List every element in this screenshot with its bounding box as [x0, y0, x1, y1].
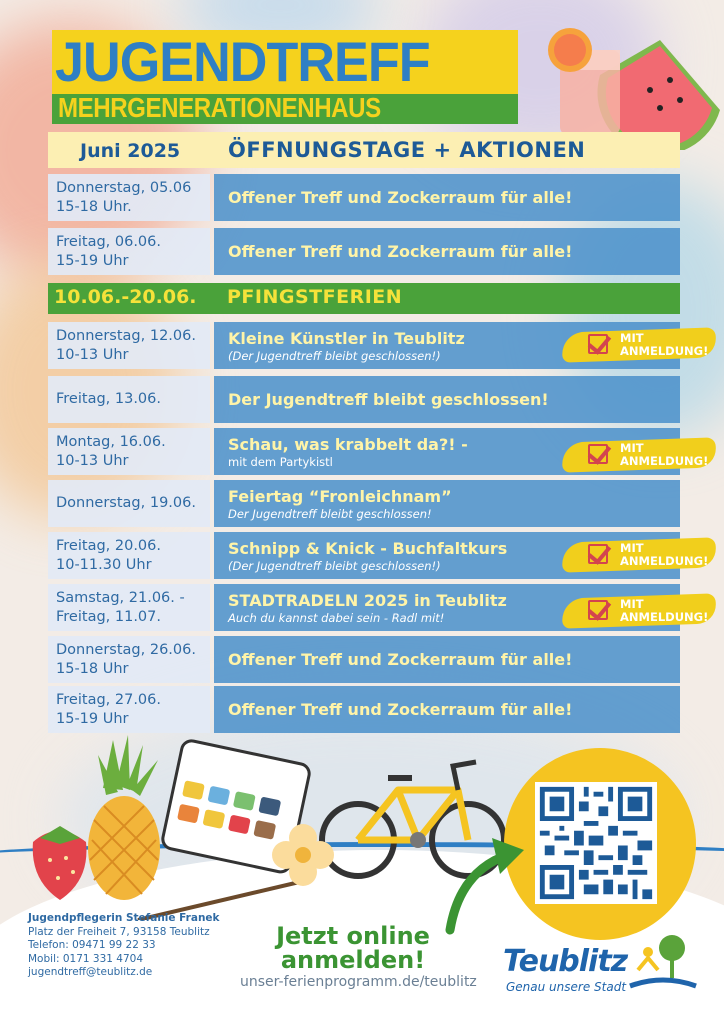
event-date-cell [48, 584, 210, 631]
city-logo-icon [628, 930, 698, 994]
contact-email[interactable]: jugendtreff@teublitz.de [28, 966, 153, 978]
table-heading: ÖFFNUNGSTAGE + AKTIONEN [228, 138, 586, 162]
badge-line1: MIT [620, 331, 644, 345]
strawberry-icon [33, 826, 87, 900]
registration-badge [556, 592, 720, 632]
subtitle: MEHRGENERATIONENHAUS [58, 92, 381, 123]
event-title: Offener Treff und Zockerraum für alle! [228, 241, 573, 261]
event-date-cell [48, 228, 210, 275]
event-date: Freitag, 20.06. [56, 537, 161, 554]
cta-text [242, 924, 464, 972]
contact-info [28, 912, 220, 980]
event-date-cell [48, 322, 210, 369]
event-date-cell [48, 376, 210, 423]
badge-line2: ANMELDUNG! [620, 454, 709, 468]
badge-line2: ANMELDUNG! [620, 344, 709, 358]
event-note: Der Jugendtreff bleibt geschlossen! [228, 506, 432, 521]
event-date-cell [48, 428, 210, 475]
event-time: 10-11.30 Uhr [56, 556, 152, 573]
contact-phone: Telefon: 09471 99 22 33 [28, 939, 156, 951]
event-description-cell [214, 174, 680, 221]
event-description-cell [214, 480, 680, 527]
registration-url[interactable]: unser-ferienprogramm.de/teublitz [240, 974, 477, 990]
qr-code[interactable] [535, 782, 657, 904]
event-time: 15-19 Uhr [56, 710, 129, 727]
event-note: mit dem Partykistl [228, 454, 333, 469]
event-date: Donnerstag, 19.06. [56, 495, 196, 511]
event-title: Kleine Künstler in Teublitz [228, 328, 465, 348]
event-time: 15-19 Uhr [56, 252, 129, 269]
event-title: Feiertag “Fronleichnam” [228, 486, 452, 506]
event-description-cell [214, 228, 680, 275]
event-title: Der Jugendtreff bleibt geschlossen! [228, 389, 549, 409]
event-date: Freitag, 27.06. [56, 691, 161, 708]
event-description-cell [214, 686, 680, 733]
event-date: Donnerstag, 26.06. [56, 641, 196, 658]
event-date: Samstag, 21.06. - [56, 589, 185, 606]
cta-line2: anmelden! [280, 946, 426, 974]
badge-line1: MIT [620, 441, 644, 455]
event-title: Schau, was krabbelt da?! - [228, 434, 468, 454]
badge-line2: ANMELDUNG! [620, 554, 709, 568]
city-logo-slogan: Genau unsere Stadt [506, 980, 627, 994]
event-date: Donnerstag, 05.06 [56, 179, 192, 196]
flower-icon [268, 820, 338, 890]
event-date: Freitag, 13.06. [56, 391, 161, 407]
event-time: 10-13 Uhr [56, 452, 129, 469]
registration-badge [556, 536, 720, 576]
event-date: Montag, 16.06. [56, 433, 166, 450]
event-date-cell [48, 174, 210, 221]
badge-line1: MIT [620, 541, 644, 555]
month-label: Juni 2025 [80, 140, 181, 162]
event-date: Freitag, 06.06. [56, 233, 161, 250]
cta-line1: Jetzt online [276, 922, 430, 950]
event-date-cell [48, 532, 210, 579]
title: JUGENDTREFF [55, 30, 430, 93]
registration-badge [556, 436, 720, 476]
registration-badge [556, 326, 720, 366]
event-title: STADTRADELN 2025 in Teublitz [228, 590, 507, 610]
event-date-cell [48, 636, 210, 683]
event-title: Offener Treff und Zockerraum für alle! [228, 187, 573, 207]
event-title: Schnipp & Knick - Buchfaltkurs [228, 538, 508, 558]
event-time: 10-13 Uhr [56, 346, 129, 363]
contact-name: Jugendpflegerin Stefanie Franek [28, 912, 220, 924]
pineapple-icon [88, 735, 160, 900]
event-title: Offener Treff und Zockerraum für alle! [228, 699, 573, 719]
event-date: Donnerstag, 12.06. [56, 327, 196, 344]
event-description-cell [214, 636, 680, 683]
badge-line1: MIT [620, 597, 644, 611]
event-title: Offener Treff und Zockerraum für alle! [228, 649, 573, 669]
event-date-cell [48, 480, 210, 527]
event-time: 15-18 Uhr. [56, 198, 132, 215]
holiday-dates: 10.06.-20.06. [54, 286, 197, 308]
badge-line2: ANMELDUNG! [620, 610, 709, 624]
event-note: Auch du kannst dabei sein - Radl mit! [228, 610, 445, 625]
event-date-cell [48, 686, 210, 733]
contact-mobile: Mobil: 0171 331 4704 [28, 952, 144, 965]
holiday-label: PFINGSTFERIEN [227, 286, 403, 308]
drink-and-melon-illustration [530, 20, 724, 150]
event-note: (Der Jugendtreff bleibt geschlossen!) [228, 348, 441, 363]
event-time: 15-18 Uhr [56, 660, 129, 677]
event-time: Freitag, 11.07. [56, 608, 161, 625]
event-description-cell [214, 376, 680, 423]
contact-address: Platz der Freiheit 7, 93158 Teublitz [28, 925, 210, 938]
city-logo-name: Teublitz [503, 944, 628, 979]
event-note: (Der Jugendtreff bleibt geschlossen!) [228, 558, 441, 573]
